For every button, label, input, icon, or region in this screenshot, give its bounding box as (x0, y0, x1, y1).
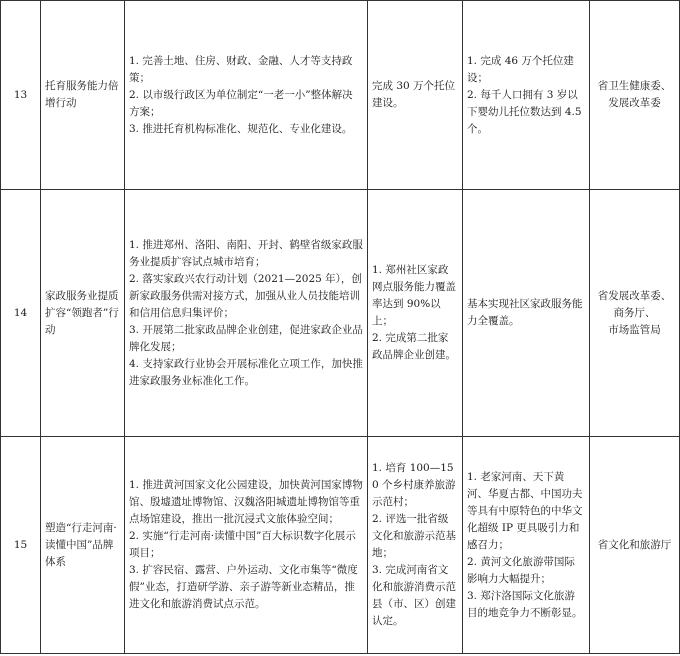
target-item: 1. 完成 46 万个托位建设； (467, 54, 574, 84)
measure-item: 1. 推进郑州、洛阳、南阳、开封、鹤壁省级家政服务业提质扩容试点城市培育； (129, 238, 363, 268)
measure-item: 4. 支持家政行业协会开展标准化立项工作，加快推进家政服务业标准化工作。 (129, 357, 363, 387)
dept-name: 省文化和旅游厅 (597, 538, 672, 551)
measure-item: 3. 扩容民宿、露营、户外运动、文化市集等“微度假”业态，打造研学游、亲子游等新业态精品，推进文化和旅游消费试点示范。 (129, 564, 358, 610)
target-item: 2. 完成第二批家政品牌企业创建。 (372, 332, 456, 361)
responsible-dept-cell (590, 190, 680, 437)
target-2035-cell (463, 1, 590, 190)
target-item: 完成 30 万个托位建设。 (372, 80, 456, 109)
measure-item: 1. 完善土地、住房、财政、金融、人才等支持政策； (129, 54, 353, 84)
measure-item: 3. 开展第二批家政品牌企业创建，促进家政企业品牌化发展； (129, 323, 363, 353)
dept-name: 市场监管局 (608, 323, 661, 336)
target-item: 3. 完成河南省文化和旅游消费示范县（市、区）创建认定。 (372, 564, 456, 627)
task-name: 家政服务业提质扩容“领跑者”行动 (41, 190, 125, 437)
dept-name: 商务厅、 (613, 306, 656, 319)
dept-name: 发展改革委 (608, 97, 661, 109)
dept-name: 省卫生健康委、 (597, 80, 672, 92)
measures-cell (125, 190, 368, 437)
row-number: 15 (1, 437, 41, 654)
target-item: 1. 郑州社区家政网点服务能力覆盖率达到 90%以上； (372, 264, 456, 327)
task-name: 托育服务能力倍增行动 (41, 1, 125, 190)
measure-item: 2. 落实家政兴农行动计划（2021—2025 年），创新家政服务供需对接方式，加强从业人员技能培训和信用信息归集评价； (129, 272, 362, 319)
target-item: 2. 黄河文化旅游带国际影响力大幅提升； (467, 555, 575, 585)
target-2025-cell (368, 1, 463, 190)
row-number: 13 (1, 1, 41, 190)
table-row (1, 190, 680, 437)
row-number: 14 (1, 190, 41, 437)
target-2025-cell (368, 190, 463, 437)
measure-item: 2. 以市级行政区为单位制定“一老一小”整体解决方案； (129, 88, 353, 118)
table-row (1, 437, 680, 654)
target-item: 1. 老家河南、天下黄河、华夏古都、中国功夫等具有中原特色的中华文化超级 IP 更具吸引力和感召力； (467, 470, 583, 551)
target-item: 2. 评选一批省级文化和旅游示范基地； (372, 513, 456, 559)
target-item: 2. 每千人口拥有 3 岁以下婴幼儿托位数达到 4.5 个。 (467, 88, 582, 135)
measure-item: 2. 实施“行走河南·读懂中国”百大标识数字化展示项目； (129, 530, 356, 559)
measures-cell (125, 1, 368, 190)
target-2035-cell (463, 437, 590, 654)
responsible-dept-cell (590, 1, 680, 190)
target-2035-cell (463, 190, 590, 437)
target-item: 3. 郑汴洛国际文化旅游目的地竞争力不断彰显。 (467, 589, 583, 619)
measure-item: 1. 推进黄河国家文化公园建设，加快黄河国家博物馆、殷墟遗址博物馆、汉魏洛阳城遗址博物馆等重点场馆建设，推出一批沉浸式文旅体验空间； (129, 479, 363, 525)
table-row (1, 1, 680, 190)
dept-name: 省发展改革委、 (597, 289, 672, 302)
target-item: 1. 培育 100—150 个乡村康养旅游示范村； (372, 462, 456, 508)
measures-cell (125, 437, 368, 654)
measure-item: 3. 推进托育机构标准化、规范化、专业化建设。 (129, 122, 353, 135)
responsible-dept-cell (590, 437, 680, 654)
target-item: 基本实现社区家政服务能力全覆盖。 (467, 298, 583, 327)
target-2025-cell (368, 437, 463, 654)
task-name: 塑造“行走河南·读懂中国”品牌体系 (41, 437, 125, 654)
